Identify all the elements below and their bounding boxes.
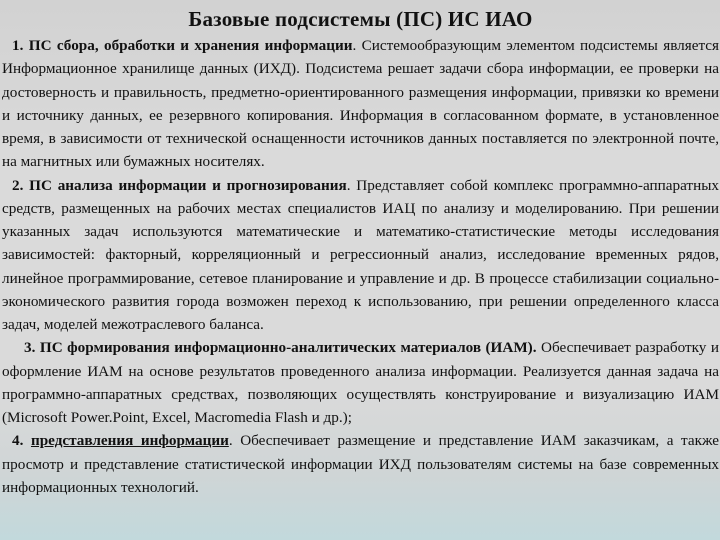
subsystem-heading-2: ПС анализа информации и прогнозирования	[29, 176, 347, 194]
subsystem-number-4: 4.	[12, 432, 24, 450]
subsystem-body-3: Обеспечивает разработку и оформление ИАМ на основе результатов проведенного анализа информации. Реализуется данная задача на программно-аппаратных средствах, позволяющих осуществлять конструирование и визуализацию ИАМ (Microsoft Power.Point, Excel, Macromedia Flash и др.);	[2, 339, 720, 426]
subsystem-paragraph-3	[2, 336, 719, 429]
subsystem-number-3: 3.	[24, 339, 36, 357]
subsystem-heading-3: ПС формирования информационно-аналитических материалов (ИАМ).	[39, 339, 537, 357]
subsystem-paragraph-4	[2, 429, 719, 499]
subsystem-body-2: . Представляет собой комплекс программно-аппаратных средств, размещенных на рабочих местах специалистов ИАЦ по анализу и моделированию. При решении указанных задач используются математические и математико-статистические методы исследования зависимостей: факторный, корреляционный и регрессионный анализ, исследование временных рядов, линейное программирование, сетевое планирование и управление и др. В процессе стабилизации социально-экономического развития города возможен переход к использованию, при решении определенного класса задач, моделей межотраслевого баланса.	[2, 176, 719, 333]
slide-title: Базовые подсистемы (ПС) ИС ИАО	[188, 7, 533, 31]
subsystem-number-1: 1.	[12, 37, 24, 54]
subsystem-heading-4: представления информации	[30, 432, 229, 450]
subsystem-paragraph-1	[2, 34, 719, 174]
subsystem-paragraph-2	[2, 174, 719, 337]
subsystem-body-4: . Обеспечивает размещение и представление ИАМ заказчикам, а также просмотр и представление статистической информации ИХД пользователям системы на базе современных информационных технологий.	[2, 432, 720, 496]
subsystem-heading-1: ПС сбора, обработки и хранения информации	[28, 37, 353, 54]
subsystem-number-2: 2.	[12, 176, 24, 194]
subsystem-body-1: . Системообразующим элементом подсистемы является Информационное хранилище данных (ИХД). Подсистема решает задачи сбора информации, ее проверки на достоверность и правильность, предметно-ориентированного размещения информации, привязки ко времени и источнику данных, ее резервного копирования. Информация в согласованном формате, в установленное время, в зависимости от технической оснащенности источников данных поставляется по электронной почте, на магнитных или бумажных носителях.	[2, 37, 720, 171]
